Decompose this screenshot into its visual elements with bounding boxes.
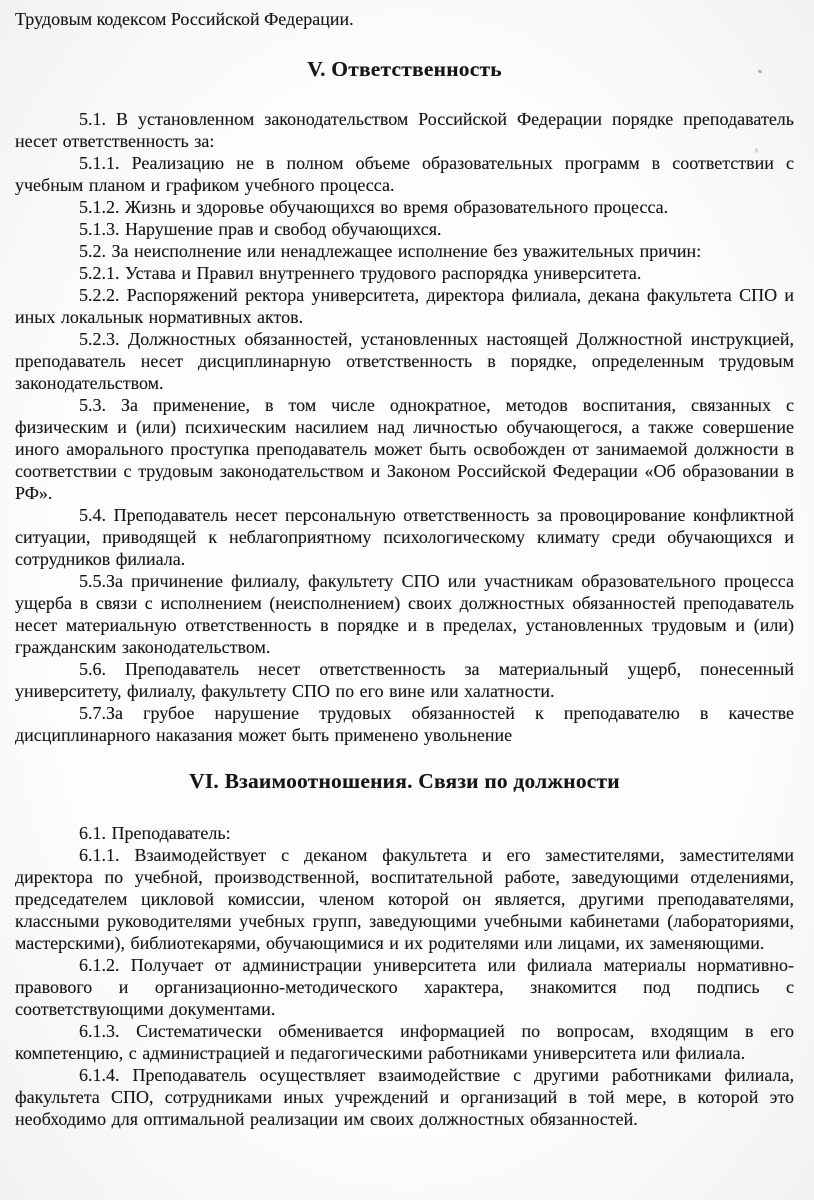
paragraph-5-2-3: 5.2.3. Должностных обязанностей, установленных настоящей Должностной инструкцией, преподаватель несет дисциплинарную ответственность в порядке, определенным трудовым законодательством. [15, 329, 794, 393]
paragraph-5-5: 5.5.За причинение филиалу, факультету СПО или участникам образовательного процесса ущерба в связи с исполнением (неисполнением) своих должностных обязанностей преподаватель несет материальную ответственность в порядке и в пределах, установленных трудовым и (или) гражданским законодательством. [15, 571, 794, 657]
paragraph-6-1-3: 6.1.3. Систематически обменивается информацией по вопросам, входящим в его компетенцию, с администрацией и педагогическими работниками университета или филиала. [15, 1021, 794, 1063]
paragraph-5-7: 5.7.За грубое нарушение трудовых обязанностей к преподавателю в качестве дисциплинарного наказания может быть применено увольнение [15, 703, 794, 745]
paragraph-5-1: 5.1. В установленном законодательством Российской Федерации порядке преподаватель несет ответственность за: [15, 109, 794, 151]
paragraph-5-2-2: 5.2.2. Распоряжений ректора университета, директора филиала, декана факультета СПО и иных локальнык нормативных актов. [15, 285, 794, 327]
intro-continuation-line: Трудовым кодексом Российской Федерации. [15, 9, 354, 29]
paragraph-6-1-1: 6.1.1. Взаимодействует с деканом факультета и его заместителями, заместителями директора по учебной, производственной, воспитательной работе, заведующими отделениями, председателем цикловой комиссии, членом которой он является, другими преподавателями, классными руководителями учебных групп, заведующими учебными кабинетами (лабораториями, мастерскими), библиотекарями, обучающимися и их родителями или лицами, их заменяющими. [15, 845, 794, 953]
paragraph-5-3: 5.3. За применение, в том числе однократное, методов воспитания, связанных с физическим и (или) психическим насилием над личностью обучающегося, а также совершение иного аморального проступка преподаватель может быть освобожден от занимаемой должности в соответствии с трудовым законодательством и Законом Российской Федерации «Об образовании в РФ». [15, 395, 794, 503]
section-vi-heading: VI. Взаимоотношения. Связи по должности [189, 769, 620, 793]
paragraph-5-1-1: 5.1.1. Реализацию не в полном объеме образовательных программ в соответствии с учебным планом и графиком учебного процесса. [15, 153, 794, 195]
paragraph-5-1-2: 5.1.2. Жизнь и здоровье обучающихся во время образовательного процесса. [79, 197, 669, 217]
paragraph-5-2: 5.2. За неисполнение или ненадлежащее исполнение без уважительных причин: [79, 241, 702, 261]
paragraph-5-1-3: 5.1.3. Нарушение прав и свобод обучающихся. [79, 219, 442, 239]
paragraph-6-1-4: 6.1.4. Преподаватель осуществляет взаимодействие с другими работниками филиала, факультета СПО, сотрудниками иных учреждений и организаций в той мере, в которой это необходимо для оптимальной реализации им своих должностных обязанностей. [15, 1065, 794, 1129]
section-v-heading: V. Ответственность [307, 57, 502, 81]
paragraph-5-6: 5.6. Преподаватель несет ответственность за материальный ущерб, понесенный университету, филиалу, факультету СПО по его вине или халатности. [15, 659, 794, 701]
paragraph-6-1: 6.1. Преподаватель: [79, 823, 231, 843]
paragraph-5-2-1: 5.2.1. Устава и Правил внутреннего трудового распорядка университета. [79, 263, 642, 283]
paragraph-6-1-2: 6.1.2. Получает от администрации университета или филиала материалы нормативно-правового и организационно-методического характера, знакомится под подпись с соответствующими документами. [15, 955, 794, 1019]
paragraph-5-4: 5.4. Преподаватель несет персональную ответственность за провоцирование конфликтной ситуации, приводящей к неблагоприятному психологическому климату среди обучающихся и сотрудников филиала. [15, 505, 794, 569]
